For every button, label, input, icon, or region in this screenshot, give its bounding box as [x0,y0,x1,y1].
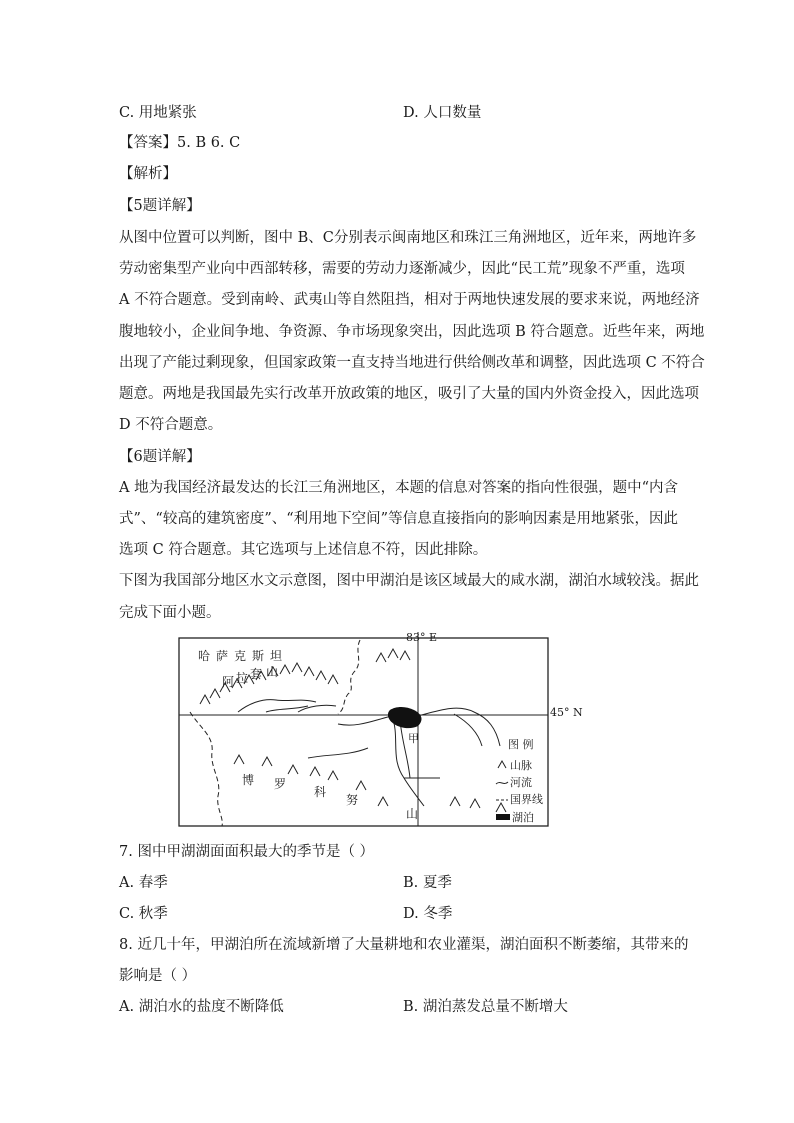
q8-option-b: B. 湖泊蒸发总量不断增大 [403,999,568,1015]
legend-mountain-symbol [498,761,506,768]
q5-line: 从图中位置可以判断，图中 B、C分别表示闽南地区和珠江三角洲地区，近年来，两地许多 [119,230,697,246]
answer-line: 【答案】5. B 6. C [119,135,241,151]
q5-line: 腹地较小，企业间争地、争资源、争市场现象突出，因此选项 B 符合题意。近些年来，两地 [119,324,705,340]
hydrology-map [178,628,583,828]
analysis-label: 【解析】 [119,166,177,182]
q6-line: 选项 C 符合题意。其它选项与上述信息不符，因此排除。 [119,542,488,558]
legend-border: 国界线 [510,793,543,806]
q7-option-a: A. 春季 [119,875,168,891]
region-label: 哈 [198,649,211,663]
lake-jia [388,707,422,728]
option-d: D. 人口数量 [403,105,482,121]
lon-label: 83° E [406,631,438,644]
q5-line: 题意。两地是我国最先实行改革开放政策的地区，吸引了大量的国内外资金投入，因此选项 [119,386,699,402]
intro-line: 完成下面小题。 [119,605,221,621]
region-label: 克 [234,649,247,663]
map-legend [496,737,543,824]
range1-label: 拉 [236,671,249,685]
border-line-1 [338,640,360,714]
range3-label: 山 [406,807,419,821]
range2-label: 博 [242,773,255,787]
legend-river-symbol [496,782,508,784]
range2-label: 努 [346,793,359,807]
q7-option-c: C. 秋季 [119,906,168,922]
lat-label-outside: 45° N [550,706,583,719]
q7-stem: 7. 图中甲湖湖面面积最大的季节是（ ） [119,844,375,860]
q6-header: 【6题详解】 [119,449,201,465]
legend-lake: 湖泊 [512,811,534,824]
range2-label: 罗 [274,777,287,791]
region-label: 斯 [252,649,265,663]
option-c: C. 用地紧张 [119,105,197,121]
q6-line: 式”、“较高的建筑密度”、“利用地下空间”等信息直接指向的影响因素是用地紧张，因此 [119,511,679,527]
legend-lake-symbol [496,814,510,820]
q6-line: A 地为我国经济最发达的长江三角洲地区，本题的信息对答案的指向性很强，题中“内含 [119,480,678,496]
map-svg [178,628,550,828]
q5-line: 出现了产能过剩现象，但国家政策一直支持当地进行供给侧改革和调整，因此选项 C 不符合 [119,355,705,371]
q5-header: 【5题详解】 [119,198,201,214]
range1-label: 山 [266,665,279,679]
q7-option-d: D. 冬季 [403,906,453,922]
map-frame [179,638,548,826]
region-label: 坦 [270,649,283,663]
range1-label: 套 [250,667,263,681]
q8-option-a: A. 湖泊水的盐度不断降低 [119,999,284,1015]
q8-stem: 影响是（ ） [119,968,197,984]
mountain-range-2 [234,755,388,806]
intro-line: 下图为我国部分地区水文示意图，图中甲湖泊是该区域最大的咸水湖，湖泊水域较浅。据此 [119,573,699,589]
legend-mountain: 山脉 [510,759,532,772]
legend-title: 图 例 [508,738,534,751]
q5-line: A 不符合题意。受到南岭、武夷山等自然阻挡，相对于两地快速发展的要求来说，两地经济 [119,292,700,308]
range2-label: 科 [314,785,327,799]
q5-line: D 不符合题意。 [119,417,223,433]
lake-label: 甲 [408,732,419,745]
region-label: 萨 [216,649,229,663]
mountain-range-3 [450,797,506,812]
legend-river: 河流 [510,776,532,789]
q7-option-b: B. 夏季 [403,875,452,891]
q8-stem: 8. 近几十年，甲湖泊所在流域新增了大量耕地和农业灌渠，湖泊面积不断萎缩，其带来的 [119,937,689,953]
border-line-2 [190,712,222,826]
q5-line: 劳动密集型产业向中西部转移，需要的劳动力逐渐减少，因此“民工荒”现象不严重，选项 [119,261,685,277]
range1-label: 阿 [222,675,235,689]
mountain-range-top [376,649,410,662]
